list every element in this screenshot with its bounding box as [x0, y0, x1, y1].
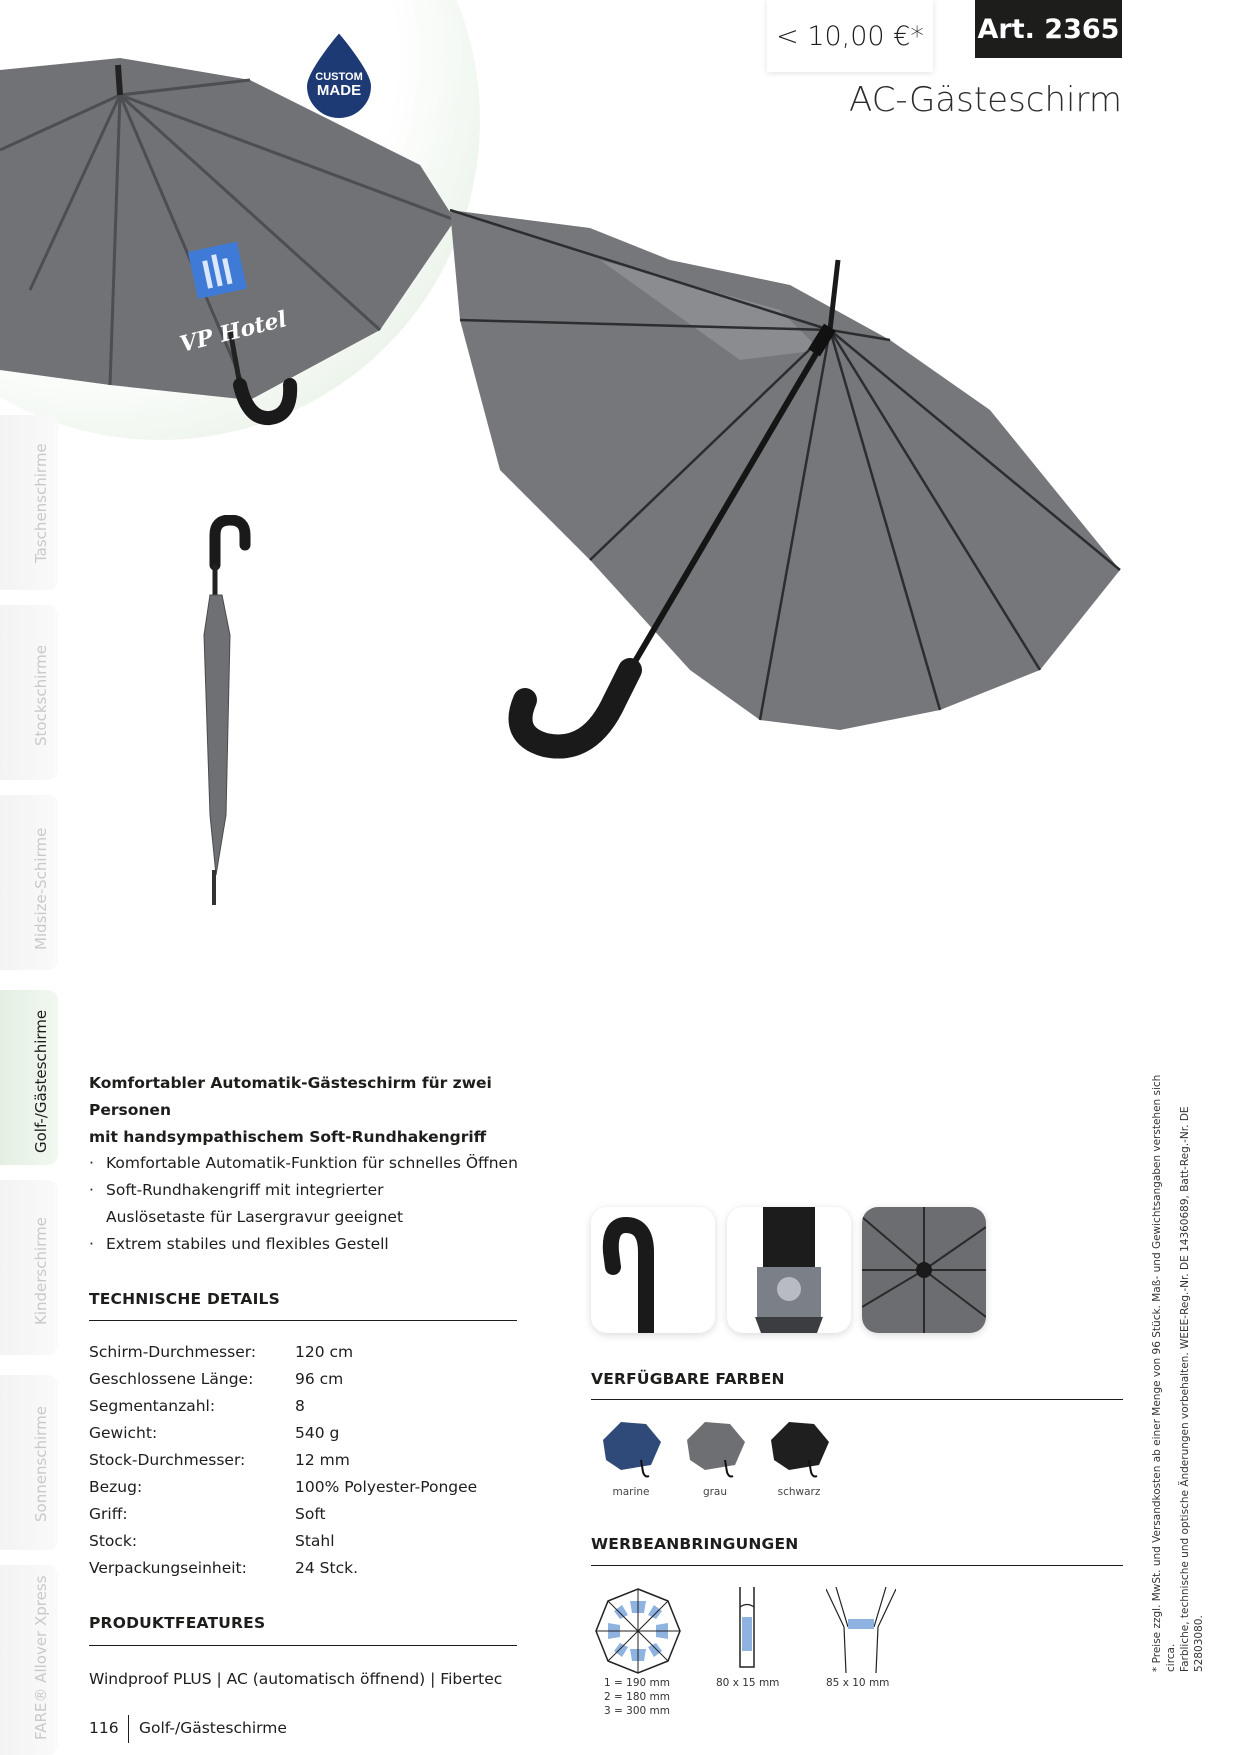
legal-line-1: * Preise zzgl. MwSt. und Versandkosten ab einer Menge von 96 Stück. Maß- und Gewichtsangaben verstehen sich circa.: [1151, 1074, 1177, 1672]
spec-value: Soft: [295, 1505, 326, 1523]
spec-value: 12 mm: [295, 1451, 350, 1469]
technical-rule: [89, 1320, 517, 1321]
side-label-stockschirme: Stockschirme: [32, 645, 50, 746]
color-label: grau: [702, 1486, 728, 1498]
print-label-handle: 80 x 15 mm: [716, 1677, 780, 1689]
bullet-text: Soft-Rundhakengriff mit integrierter: [106, 1181, 384, 1199]
features-text: Windproof PLUS | AC (automatisch öffnend) | Fibertec: [89, 1670, 503, 1688]
features-heading: PRODUKTFEATURES: [89, 1614, 266, 1632]
spec-row: [89, 1528, 517, 1555]
side-label-taschenschirme: Taschenschirme: [32, 443, 50, 563]
badge-line1: CUSTOM: [315, 71, 363, 83]
spec-value: 540 g: [295, 1424, 340, 1442]
custom-umbrella-image: [0, 40, 470, 440]
thumb-button[interactable]: [727, 1207, 851, 1333]
print-line: 3 = 300 mm: [604, 1705, 670, 1717]
spec-row: [89, 1474, 517, 1501]
spec-value: 120 cm: [295, 1343, 354, 1361]
spec-key: Gewicht:: [89, 1424, 158, 1442]
umbrella-swatch-icon: [675, 1410, 755, 1480]
technical-heading: TECHNISCHE DETAILS: [89, 1290, 280, 1308]
frame-detail-image: [862, 1207, 986, 1333]
color-swatches: [591, 1410, 891, 1510]
custom-made-badge: [302, 30, 376, 120]
spec-value: Stahl: [295, 1532, 335, 1550]
spec-value: 24 Stck.: [295, 1559, 358, 1577]
strap-print-diagram-icon: [826, 1587, 896, 1675]
swatch-schwarz-canopy: [771, 1422, 829, 1470]
open-umbrella-image: [440, 200, 1130, 800]
headline-line-2: mit handsympathischem Soft-Rundhakengriff: [89, 1128, 487, 1146]
product-title: AC-Gästeschirm: [849, 80, 1122, 120]
spec-value: 96 cm: [295, 1370, 344, 1388]
color-swatch-schwarz[interactable]: [759, 1410, 839, 1498]
side-label-fare: FARE® Allover Xpress: [32, 1575, 50, 1740]
print-line: 1 = 190 mm: [604, 1677, 670, 1689]
thumb-handle[interactable]: [591, 1207, 715, 1333]
spec-table: [89, 1339, 517, 1582]
spec-row: [89, 1420, 517, 1447]
swatch-grau-canopy: [687, 1422, 745, 1470]
button-detail-image: [727, 1207, 851, 1333]
print-line: 2 = 180 mm: [604, 1691, 670, 1703]
side-label-midsize: Midsize-Schirme: [32, 827, 50, 950]
handle-detail-image: [591, 1207, 715, 1333]
bullet-item: · Extrem stabiles und flexibles Gestell: [89, 1231, 529, 1258]
page-number: 116: [89, 1719, 119, 1737]
spec-value: 100% Polyester-Pongee: [295, 1478, 478, 1496]
bullet-item: · Komfortable Automatik-Funktion für schnelles Öffnen: [89, 1150, 529, 1177]
closed-umbrella-image: [180, 515, 260, 905]
side-label-kinderschirme: Kinderschirme: [32, 1217, 50, 1325]
feature-bullets: [89, 1150, 529, 1258]
spec-key: Bezug:: [89, 1478, 143, 1496]
spec-key: Stock:: [89, 1532, 138, 1550]
print-label-strap: 85 x 10 mm: [826, 1677, 890, 1689]
side-label-sonnenschirme: Sonnenschirme: [32, 1406, 50, 1522]
footer-divider: [128, 1715, 129, 1743]
spec-row: [89, 1501, 517, 1528]
headline-line-1: Komfortabler Automatik-Gästeschirm für zwei Personen: [89, 1074, 492, 1119]
umbrella-swatch-icon: [591, 1410, 671, 1480]
printing-rule: [591, 1565, 1123, 1566]
price-badge: [767, 0, 933, 72]
price-text: < 10,00 €*: [776, 20, 924, 52]
print-label-canopy: [604, 1676, 670, 1718]
handle-print-diagram-icon: [730, 1587, 764, 1675]
colors-rule: [591, 1399, 1123, 1400]
bullet-item: · Soft-Rundhakengriff mit integrierter Auslösetaste für Lasergravur geeignet: [89, 1177, 529, 1231]
swatch-marine-canopy: [603, 1422, 661, 1470]
spec-row: [89, 1555, 517, 1582]
color-label: schwarz: [777, 1486, 821, 1498]
bullet-text: Extrem stabiles und flexibles Gestell: [106, 1235, 389, 1253]
badge-line2: MADE: [316, 82, 362, 99]
umbrella-swatch-icon: [759, 1410, 839, 1480]
thumb-frame[interactable]: [862, 1207, 986, 1333]
legal-line-2: Farbliche, technische und optische Änderungen vorbehalten. WEEE-Reg.-Nr. DE 14360689, Batt-Reg.-Nr. DE 52803080.: [1179, 1106, 1205, 1672]
spec-key: Geschlossene Länge:: [89, 1370, 254, 1388]
bullet-text: Komfortable Automatik-Funktion für schnelles Öffnen: [106, 1154, 518, 1172]
bullet-text: Auslösetaste für Lasergravur geeignet: [106, 1208, 404, 1226]
footer-category: Golf-/Gästeschirme: [139, 1719, 287, 1737]
spec-key: Verpackungseinheit:: [89, 1559, 247, 1577]
color-swatch-grau[interactable]: [675, 1410, 755, 1498]
side-label-golf: Golf-/Gästeschirme: [32, 1009, 50, 1153]
color-label: marine: [612, 1486, 650, 1498]
logo-text: VP Hotel: [177, 306, 290, 358]
printing-heading: WERBEANBRINGUNGEN: [591, 1535, 799, 1553]
colors-heading: VERFÜGBARE FARBEN: [591, 1370, 785, 1388]
spec-value: 8: [295, 1397, 305, 1415]
color-swatch-marine[interactable]: [591, 1410, 671, 1498]
features-rule: [89, 1645, 517, 1646]
spec-key: Griff:: [89, 1505, 128, 1523]
description-headline: [89, 1070, 529, 1151]
article-number: Art. 2365: [977, 13, 1120, 45]
spec-row: [89, 1393, 517, 1420]
spec-key: Stock-Durchmesser:: [89, 1451, 246, 1469]
legal-note: [1150, 1062, 1206, 1672]
spec-key: Schirm-Durchmesser:: [89, 1343, 257, 1361]
spec-key: Segmentanzahl:: [89, 1397, 216, 1415]
article-badge: [975, 0, 1122, 58]
spec-row: [89, 1447, 517, 1474]
spec-row: [89, 1339, 517, 1366]
canopy-print-diagram-icon: [594, 1587, 682, 1675]
spec-row: [89, 1366, 517, 1393]
